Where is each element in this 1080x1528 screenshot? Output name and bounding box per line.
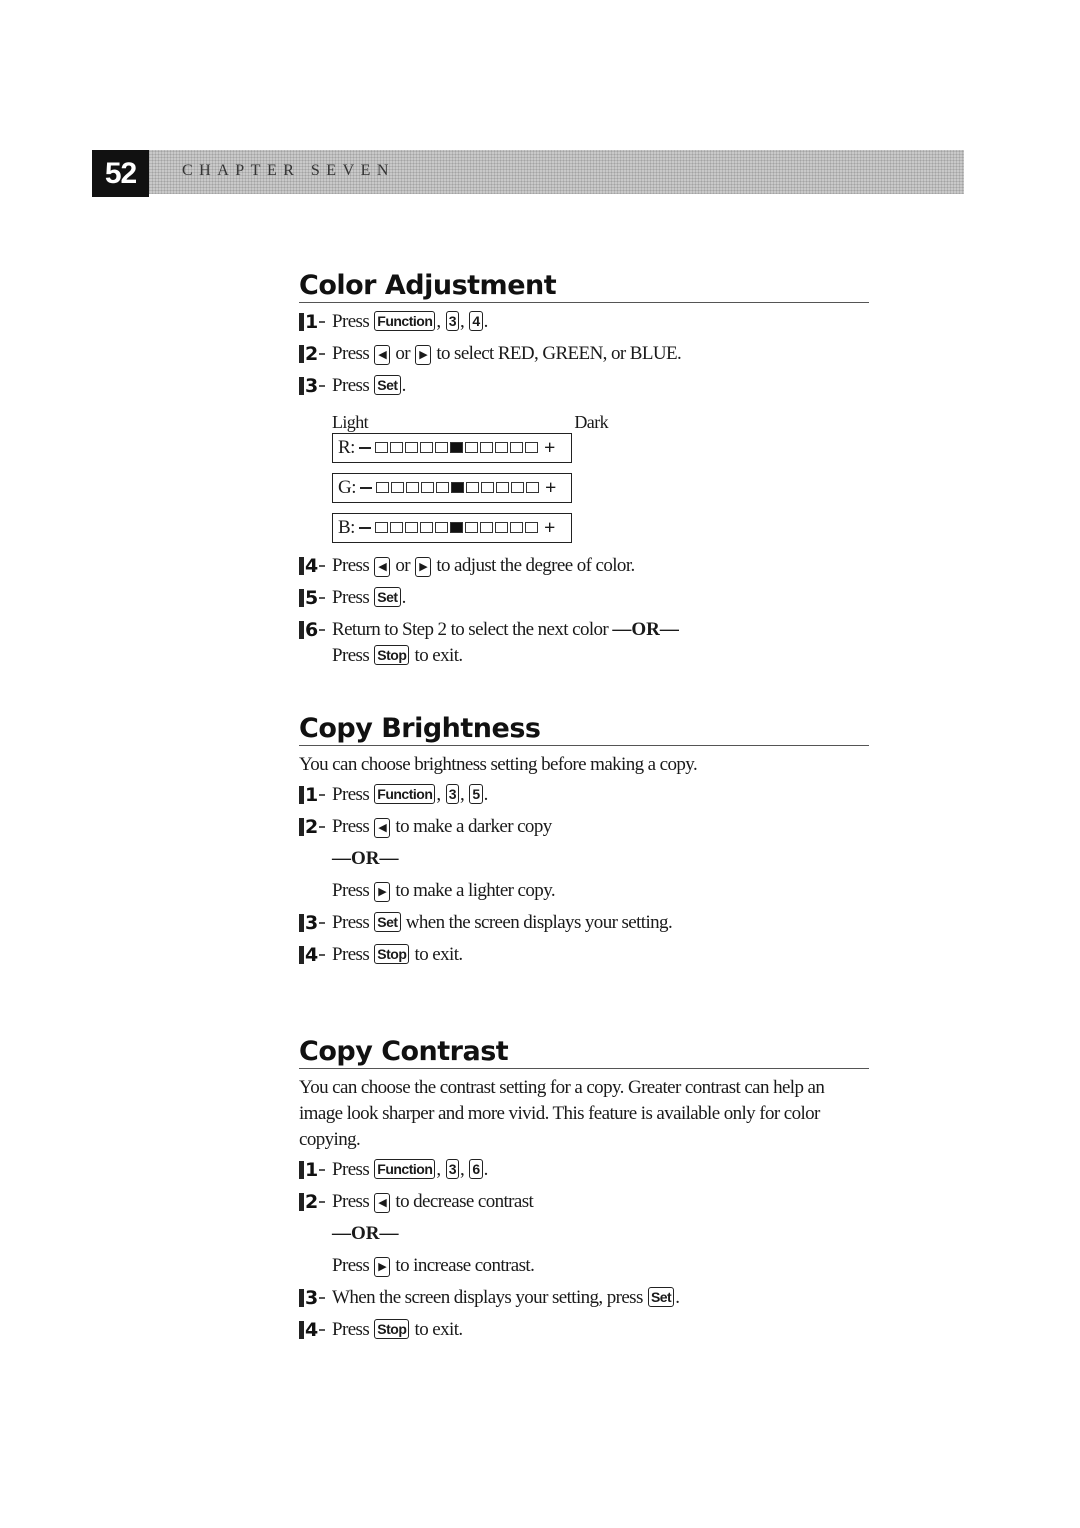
or-separator: —OR— [612, 619, 679, 640]
set-key: Set [374, 375, 400, 395]
step-number: 5 [299, 585, 332, 611]
level-square [436, 482, 449, 493]
step [299, 782, 869, 814]
level-square [466, 482, 479, 493]
step-text: When the screen displays your setting, press Set . [332, 1287, 680, 1308]
step-alternative: Press ▶ to make a lighter copy. [332, 880, 556, 901]
step [299, 373, 869, 405]
level-square [525, 442, 538, 453]
left-arrow-key-icon: ◀ [374, 557, 390, 577]
chapter-title: CHAPTER SEVEN [182, 162, 395, 179]
step-text: Press Stop to exit. [332, 1319, 463, 1340]
step [299, 1317, 869, 1349]
section-intro: You can choose the contrast setting for a copy. Greater contrast can help an image look sharper and more vivid. This feature is available only for color copying. [299, 1077, 825, 1150]
step [299, 1285, 869, 1317]
level-square [496, 482, 509, 493]
step-number: 2 [299, 1189, 332, 1215]
step [299, 585, 869, 617]
level-square [420, 522, 433, 533]
step-number: 4 [299, 553, 332, 579]
step-number: 1 [299, 309, 332, 335]
step-number: 4 [299, 942, 332, 968]
step-text: Press Function , 3 , 5 . [332, 784, 488, 805]
level-square [391, 482, 404, 493]
section-color-adjustment [299, 270, 869, 675]
or-separator-line [299, 846, 869, 878]
step [299, 309, 869, 341]
set-key: Set [374, 587, 400, 607]
set-key: Set [648, 1287, 674, 1307]
lcd-scale-labels [332, 411, 608, 433]
level-square [526, 482, 539, 493]
step-text: Return to Step 2 to select the next color —OR— [332, 619, 679, 640]
level-square [375, 442, 388, 453]
level-square [525, 522, 538, 533]
level-square [480, 522, 493, 533]
or-separator: —OR— [332, 848, 399, 869]
step-text: Press ◀ or ▶ to select RED, GREEN, or BLUE. [332, 343, 682, 364]
number-key: 5 [469, 784, 482, 804]
lcd-row-green [332, 473, 572, 503]
stop-key: Stop [374, 944, 409, 964]
right-arrow-key-icon: ▶ [374, 882, 390, 902]
level-square-filled [450, 522, 463, 533]
level-square [511, 482, 524, 493]
step [299, 1157, 869, 1189]
level-square [481, 482, 494, 493]
lcd-row-blue [332, 513, 572, 543]
lcd-row-label: G: [338, 477, 356, 498]
step [299, 910, 869, 942]
level-square [375, 522, 388, 533]
plus-icon: + [545, 476, 556, 499]
step [299, 1189, 869, 1221]
level-square-filled [451, 482, 464, 493]
step-text: Press ◀ or ▶ to adjust the degree of color. [332, 555, 635, 576]
stop-key: Stop [374, 1319, 409, 1339]
page-number: 52 [92, 150, 149, 197]
minus-icon [359, 447, 371, 449]
section-copy-brightness [299, 713, 869, 974]
level-square [480, 442, 493, 453]
stop-key: Stop [374, 645, 409, 665]
step-number: 3 [299, 373, 332, 399]
set-key: Set [374, 912, 400, 932]
function-key: Function [374, 1159, 435, 1179]
level-square [405, 522, 418, 533]
step-number: 3 [299, 1285, 332, 1311]
step [299, 341, 869, 373]
right-arrow-key-icon: ▶ [415, 557, 431, 577]
level-squares [375, 517, 540, 539]
number-key: 3 [446, 784, 459, 804]
step-text: Press ◀ to make a darker copy [332, 816, 552, 837]
left-arrow-key-icon: ◀ [374, 1193, 390, 1213]
chapter-header-band [149, 150, 964, 194]
step-number: 4 [299, 1317, 332, 1343]
level-square [390, 522, 403, 533]
level-square-filled [450, 442, 463, 453]
plus-icon: + [543, 436, 555, 459]
level-square [495, 442, 508, 453]
step [299, 553, 869, 585]
step-text: Press Set . [332, 375, 406, 396]
section-title: Copy Contrast [299, 1036, 869, 1069]
level-square [406, 482, 419, 493]
level-square [465, 442, 478, 453]
function-key: Function [374, 784, 435, 804]
number-key: 3 [446, 1159, 459, 1179]
lcd-row-label: B: [338, 517, 355, 538]
step-number: 1 [299, 782, 332, 808]
or-separator: —OR— [332, 1223, 399, 1244]
right-arrow-key-icon: ▶ [374, 1257, 390, 1277]
left-arrow-key-icon: ◀ [374, 345, 390, 365]
minus-icon [360, 487, 372, 489]
step-text: Press Function , 3 , 4 . [332, 311, 488, 332]
level-square [435, 522, 448, 533]
level-square [420, 442, 433, 453]
light-label: Light [332, 412, 368, 432]
step-text: Press Function , 3 , 6 . [332, 1159, 488, 1180]
right-arrow-key-icon: ▶ [415, 345, 431, 365]
dark-label: Dark [574, 412, 608, 432]
step [299, 617, 869, 643]
section-title: Color Adjustment [299, 270, 869, 303]
step-alternative: Press ▶ to increase contrast. [332, 1255, 535, 1276]
plus-icon: + [543, 516, 555, 539]
level-square [405, 442, 418, 453]
step-text: Press Stop to exit. [332, 944, 463, 965]
function-key: Function [374, 311, 435, 331]
level-square [510, 442, 523, 453]
step-continuation: Press Stop to exit. [332, 645, 463, 666]
step-number: 1 [299, 1157, 332, 1183]
section-intro: You can choose brightness setting before making a copy. [299, 754, 698, 775]
level-square [465, 522, 478, 533]
or-separator-line [299, 1221, 869, 1253]
level-squares [376, 477, 541, 499]
minus-icon [359, 527, 371, 529]
step [299, 942, 869, 974]
step-number: 2 [299, 341, 332, 367]
level-square [435, 442, 448, 453]
section-title: Copy Brightness [299, 713, 869, 746]
step [299, 814, 869, 846]
number-key: 3 [446, 311, 459, 331]
level-square [495, 522, 508, 533]
step-number: 2 [299, 814, 332, 840]
level-square [510, 522, 523, 533]
number-key: 6 [469, 1159, 482, 1179]
level-square [421, 482, 434, 493]
level-square [390, 442, 403, 453]
step-number: 3 [299, 910, 332, 936]
step-text: Press Set when the screen displays your setting. [332, 912, 673, 933]
content-column [299, 270, 869, 1349]
level-square [376, 482, 389, 493]
lcd-row-red [332, 433, 572, 463]
step-text: Press ◀ to decrease contrast [332, 1191, 534, 1212]
step-text: Press Set . [332, 587, 406, 608]
number-key: 4 [469, 311, 482, 331]
lcd-row-label: R: [338, 437, 355, 458]
step-number: 6 [299, 617, 332, 643]
section-copy-contrast [299, 1036, 869, 1349]
level-squares [375, 437, 540, 459]
left-arrow-key-icon: ◀ [374, 818, 390, 838]
